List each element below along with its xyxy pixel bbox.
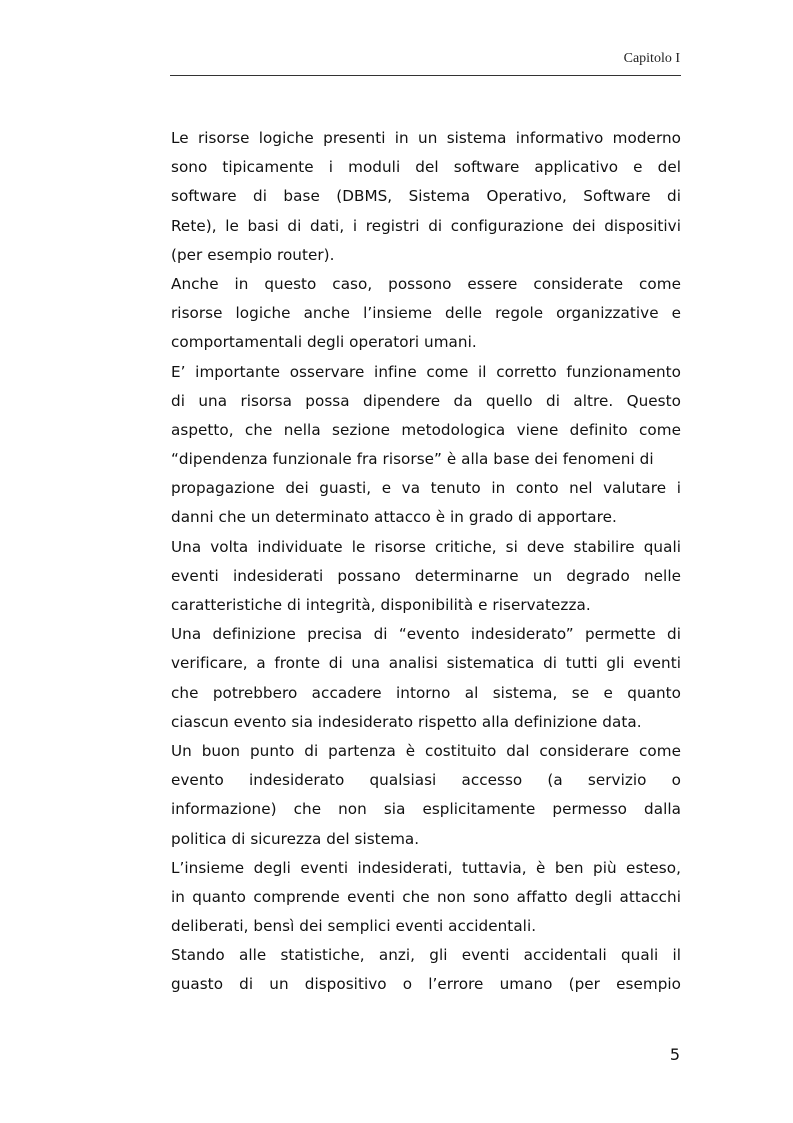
text-line: Le risorse logiche presenti in un sistema informativo moderno: [171, 129, 681, 147]
text-line: ciascun evento sia indesiderato rispetto alla definizione data.: [171, 712, 642, 731]
header-rule: [170, 75, 681, 76]
text-line: deliberati, bensì dei semplici eventi accidentali.: [171, 917, 537, 936]
text-line: Anche in questo caso, possono essere considerate come: [171, 274, 681, 293]
text-line: Stando alle statistiche, anzi, gli eventi accidentali quali il: [171, 946, 681, 965]
text-line: “dipendenza funzionale fra risorse” è alla base dei fenomeni di: [171, 450, 654, 469]
text-line: sono tipicamente i moduli del software applicativo e del: [171, 158, 681, 177]
text-line: di una risorsa possa dipendere da quello di altre. Questo: [171, 391, 681, 410]
page-number: 5: [669, 1045, 680, 1064]
running-head-chapter: Capitolo I: [623, 51, 680, 66]
text-line: guasto di un dispositivo o l’errore umano (per esempio: [171, 975, 681, 994]
text-line: L’insieme degli eventi indesiderati, tuttavia, è ben più esteso,: [171, 858, 681, 877]
text-line: risorse logiche anche l’insieme delle regole organizzative e: [171, 304, 681, 323]
text-line: comportamentali degli operatori umani.: [171, 333, 477, 352]
text-line: in quanto comprende eventi che non sono affatto degli attacchi: [171, 887, 681, 906]
text-line: informazione) che non sia esplicitamente permesso dalla: [171, 800, 681, 819]
text-line: verificare, a fronte di una analisi sistematica di tutti gli eventi: [171, 654, 681, 673]
text-line: danni che un determinato attacco è in grado di apportare.: [171, 508, 617, 527]
text-line: Un buon punto di partenza è costituito dal considerare come: [171, 741, 681, 760]
text-line: caratteristiche di integrità, disponibilità e riservatezza.: [171, 596, 591, 614]
text-line: politica di sicurezza del sistema.: [171, 829, 420, 848]
text-line: (per esempio router).: [171, 245, 335, 264]
text-line: eventi indesiderati possano determinarne un degrado nelle: [171, 566, 681, 585]
text-line: evento indesiderato qualsiasi accesso (a servizio o: [171, 771, 681, 790]
text-line: software di base (DBMS, Sistema Operativo, Software di: [171, 187, 681, 206]
text-line: che potrebbero accadere intorno al sistema, se e quanto: [171, 683, 681, 702]
text-line: Una volta individuate le risorse critiche, si deve stabilire quali: [171, 537, 681, 556]
text-line: propagazione dei guasti, e va tenuto in conto nel valutare i: [171, 479, 681, 498]
text-line: Una definizione precisa di “evento indesiderato” permette di: [171, 625, 681, 644]
text-line: Rete), le basi di dati, i registri di configurazione dei dispositivi: [171, 216, 681, 235]
text-line: aspetto, che nella sezione metodologica viene definito come: [171, 420, 681, 439]
text-line: E’ importante osservare infine come il corretto funzionamento: [171, 362, 681, 381]
body-text: [171, 124, 681, 1000]
